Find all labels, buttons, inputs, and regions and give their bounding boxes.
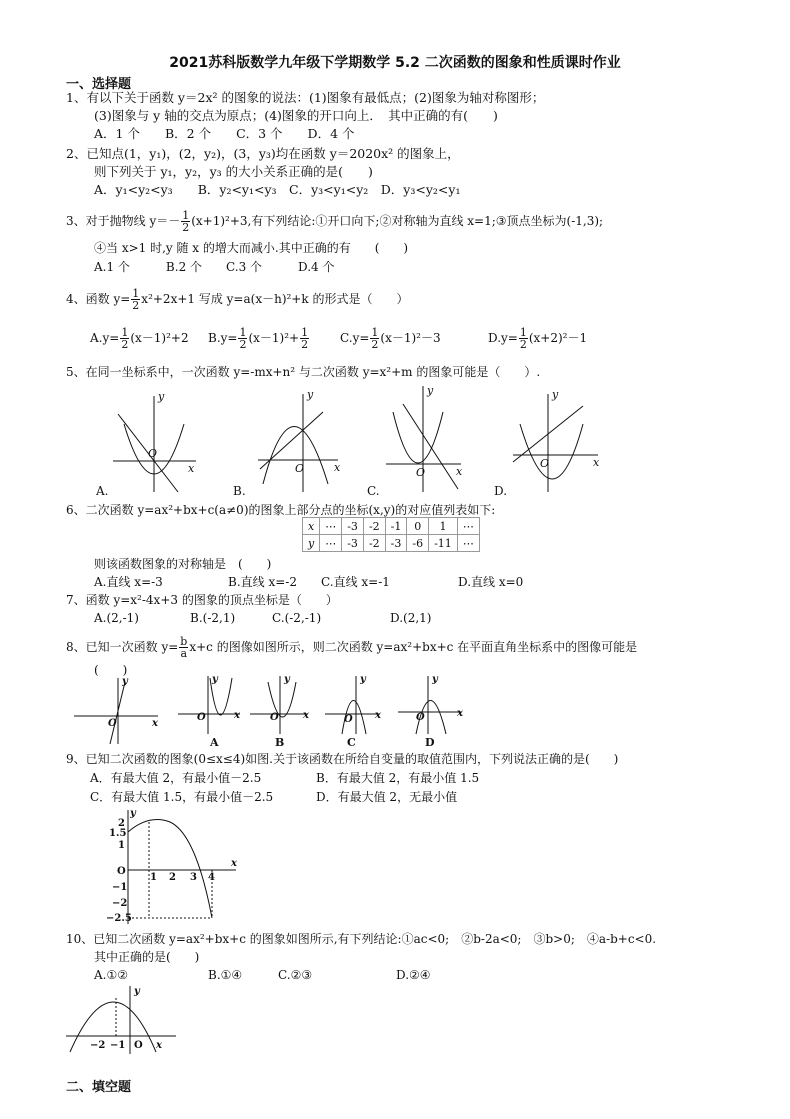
q9-option-a: A．有最大值 2，有最小值－2.5	[90, 771, 262, 785]
q5a-origin: O	[148, 447, 158, 460]
q10-origin: O	[134, 1040, 143, 1051]
section-choice-heading: 一、选择题	[66, 77, 132, 92]
q4-option-d-suffix: (x+2)²－1	[528, 331, 588, 345]
q8c-origin: O	[344, 714, 353, 725]
q8d-x-label: x	[457, 708, 463, 719]
q8a-x-label: x	[234, 710, 240, 721]
q4-option-d	[488, 327, 587, 350]
q8-label-d: D	[425, 736, 435, 748]
q8-given-x-label: x	[152, 718, 158, 729]
q9-ytick-neg2: −2	[112, 898, 128, 909]
q8c-y-label: y	[360, 674, 366, 685]
q8-fraction-den: a	[180, 647, 188, 660]
table-cell: ⋯	[320, 518, 342, 535]
q4-fraction-den: 2	[132, 299, 140, 312]
q9-xtick-3: 3	[190, 872, 197, 883]
q4-option-b-fraction: $\frac{1}{2}$	[239, 326, 247, 351]
q6-table-row-y	[303, 535, 480, 552]
q9-option-c: C．有最大值 1.5，有最小值－2.5	[90, 790, 274, 804]
q5b-parabola	[263, 427, 328, 485]
table-cell: ⋯	[457, 518, 479, 535]
q8b-origin: O	[270, 712, 279, 723]
q8-line2: ( )	[94, 663, 128, 677]
q5c-parabola	[393, 412, 443, 463]
q4-option-b-fraction2: $\frac{1}{2}$	[301, 326, 309, 351]
q5c-y-label: y	[427, 384, 434, 397]
q8a-origin: O	[197, 712, 206, 723]
q4-option-b-suffix: (x－1)²+	[248, 331, 300, 345]
q5d-parabola	[520, 424, 583, 479]
q5-label-b: B.	[233, 484, 246, 498]
q8-label-c: C	[347, 736, 356, 748]
q5c-line	[403, 404, 458, 489]
q4-option-b	[208, 327, 310, 350]
q6-option-d: D.直线 x=0	[458, 575, 524, 589]
q4-option-a-suffix: (x－1)²+2	[130, 331, 189, 345]
q9-x-label: x	[231, 858, 237, 869]
q5d-x-label: x	[593, 456, 600, 469]
q3-fraction	[181, 210, 190, 233]
q7-option-c: C.(-2,-1)	[272, 611, 322, 625]
q8-fraction	[179, 636, 188, 659]
q9-graph	[106, 806, 242, 926]
page-title: 2021苏科版数学九年级下学期数学 5.2 二次函数的图象和性质课时作业	[169, 55, 621, 71]
q9-ytick-1: 1	[118, 840, 125, 851]
q5d-origin: O	[540, 457, 550, 470]
table-cell: 1	[429, 518, 458, 535]
q3-line1	[66, 210, 603, 233]
q10-option-d: D.②④	[396, 968, 431, 982]
q9-xtick-1: 1	[150, 872, 157, 883]
q8-figures	[70, 672, 470, 748]
q8-suffix: x+c 的图像如图所示，则二次函数 y=ax²+bx+c 在平面直角坐标系中的图像可能是	[189, 640, 638, 654]
table-cell: ⋯	[320, 535, 342, 552]
q5-label-d: D.	[494, 484, 508, 498]
q2-line2: 则下列关于 y₁，y₂，y₃ 的大小关系正确的是( )	[94, 164, 373, 179]
q5-line1: 5、在同一坐标系中，一次函数 y=-mx+n² 与二次函数 y=x²+m 的图象可能是（ ）.	[66, 365, 541, 379]
q9-xtick-2: 2	[169, 872, 176, 883]
q6-option-b: B.直线 x=-2	[228, 575, 297, 589]
q4-fraction-num: 1	[132, 287, 140, 300]
table-cell: y	[303, 535, 320, 552]
q9-ytick-2: 2	[118, 818, 125, 829]
q6-value-table	[302, 517, 480, 552]
q4-option-d-prefix: D.y=	[488, 331, 518, 345]
q10-line2: 其中正确的是( )	[94, 950, 200, 964]
q9-ytick-neg2.5: −2.5	[106, 913, 132, 924]
q5b-origin: O	[295, 462, 305, 475]
q3-options: A.1 个 B.2 个 C.3 个 D.4 个	[94, 260, 335, 274]
q6-line2: 则该函数图象的对称轴是 ( )	[94, 557, 272, 571]
q9-line1: 9、已知二次函数的图象(0≤x≤4)如图.关于该函数在所给自变量的取值范围内，下列说法正确的是( )	[66, 752, 619, 766]
q8d-origin: O	[416, 712, 425, 723]
q4-option-d-fraction: $\frac{1}{2}$	[519, 326, 527, 351]
q4-option-c-fraction: $\frac{1}{2}$	[371, 326, 379, 351]
q1-options: A．1 个 B．2 个 C．3 个 D．4 个	[94, 126, 355, 141]
q5a-y-label: y	[158, 390, 165, 403]
table-cell: -3	[342, 518, 364, 535]
q8-label-b: B	[275, 736, 285, 748]
q10-y-label: y	[134, 986, 140, 997]
q1-line1: 1、有以下关于函数 y＝2x² 的图象的说法：(1)图象有最低点；(2)图象为轴对称图形；	[66, 90, 545, 105]
q8-label-a: A	[210, 736, 219, 748]
q10-option-b: B.①④	[208, 968, 243, 982]
q8a-y-label: y	[212, 674, 218, 685]
q8-prefix: 8、已知一次函数 y=	[66, 640, 179, 654]
q3-fraction-den: 2	[182, 221, 190, 234]
q10-x-label: x	[156, 1040, 162, 1051]
q4-option-c	[340, 327, 441, 350]
q4-option-a-fraction: $\frac{1}{2}$	[121, 326, 129, 351]
q7-option-b: B.(-2,1)	[190, 611, 236, 625]
q3-fraction-num: 1	[182, 209, 190, 222]
q9-xtick-4: 4	[208, 872, 215, 883]
q4-option-a-prefix: A.y=	[90, 331, 120, 345]
q10-line1: 10、已知二次函数 y=ax²+bx+c 的图象如图所示,有下列结论:①ac<0; ②b-2a<0; ③b>0; ④a-b+c<0.	[66, 932, 657, 946]
q5c-x-label: x	[456, 465, 463, 478]
q4-option-b-prefix: B.y=	[208, 331, 238, 345]
q10-xtick-neg2: −2	[90, 1040, 106, 1051]
q9-parabola	[128, 820, 212, 918]
q4-suffix: x²+2x+1 写成 y=a(x－h)²+k 的形式是（ ）	[141, 292, 409, 306]
q8-line1	[66, 636, 637, 659]
table-cell: -2	[363, 535, 385, 552]
q5-figures	[88, 384, 618, 496]
table-cell: -2	[363, 518, 385, 535]
table-cell: 0	[407, 518, 429, 535]
q8b-x-label: x	[303, 710, 309, 721]
q10-graph	[64, 984, 184, 1056]
q1-line2: (3)图象与 y 轴的交点为原点；(4)图象的开口向上． 其中正确的有( )	[94, 108, 498, 123]
q4-prefix: 4、函数 y=	[66, 292, 131, 306]
q6-option-c: C.直线 x=-1	[321, 575, 390, 589]
q9-ytick-1.5: 1.5	[109, 828, 127, 839]
table-cell: -11	[429, 535, 458, 552]
q6-option-a: A.直线 x=-3	[94, 575, 163, 589]
q7-option-a: A.(2,-1)	[94, 611, 139, 625]
table-cell: -3	[342, 535, 364, 552]
q5c-origin: O	[416, 466, 426, 479]
q8-given-y-label: y	[122, 676, 128, 687]
q9-y-label: y	[130, 808, 136, 819]
q2-options: A．y₁<y₂<y₃ B．y₂<y₁<y₃ C．y₃<y₁<y₂ D．y₃<y₂<y₁	[94, 182, 461, 197]
q4-option-a	[90, 327, 189, 350]
q8-fraction-num: b	[180, 635, 188, 648]
table-cell: ⋯	[457, 535, 479, 552]
q6-table-row-x	[303, 518, 480, 535]
q5-label-a: A.	[96, 484, 109, 498]
q5b-y-label: y	[307, 388, 314, 401]
q5-label-c: C.	[367, 484, 380, 498]
q8c-x-label: x	[375, 710, 381, 721]
table-cell: x	[303, 518, 320, 535]
q10-option-c: C.②③	[278, 968, 313, 982]
q3-prefix: 3、对于抛物线 y＝－	[66, 214, 181, 228]
q4-fraction	[131, 288, 140, 311]
q10-xtick-neg1: −1	[110, 1040, 126, 1051]
q2-line1: 2、已知点(1，y₁)，(2，y₂)，(3，y₃)均在函数 y＝2020x² 的图象上，	[66, 146, 460, 161]
q5b-x-label: x	[334, 461, 341, 474]
q4-option-c-suffix: (x－1)²－3	[380, 331, 441, 345]
q10-option-a: A.①②	[94, 968, 128, 982]
q7-option-d: D.(2,1)	[390, 611, 432, 625]
q8d-y-label: y	[432, 674, 438, 685]
q3-line2: ④当 x>1 时,y 随 x 的增大而减小.其中正确的有 ( )	[94, 241, 409, 255]
section-fill-heading: 二、填空题	[66, 1080, 132, 1095]
q9-option-b: B．有最大值 2，有最小值 1.5	[316, 771, 480, 785]
q9-ytick-neg1: −1	[112, 882, 128, 893]
q8-given-origin: O	[108, 718, 117, 729]
q9-origin: O	[117, 866, 126, 877]
q4-option-c-prefix: C.y=	[340, 331, 370, 345]
q9-option-d: D．有最大值 2，无最小值	[316, 790, 458, 804]
q8b-y-label: y	[284, 674, 290, 685]
table-cell: -6	[407, 535, 429, 552]
q7-line1: 7、函数 y=x²-4x+3 的图象的顶点坐标是（ ）	[66, 593, 338, 607]
q6-line1: 6、二次函数 y=ax²+bx+c(a≠0)的图象上部分点的坐标(x,y)的对应值列表如下:	[66, 503, 496, 517]
q3-suffix: (x+1)²+3,有下列结论:①开口向下;②对称轴为直线 x=1;③顶点坐标为(-1,3);	[191, 214, 604, 228]
q4-line1	[66, 288, 408, 311]
table-cell: -1	[385, 518, 407, 535]
q5d-y-label: y	[552, 388, 559, 401]
table-cell: -3	[385, 535, 407, 552]
q5a-x-label: x	[188, 462, 195, 475]
